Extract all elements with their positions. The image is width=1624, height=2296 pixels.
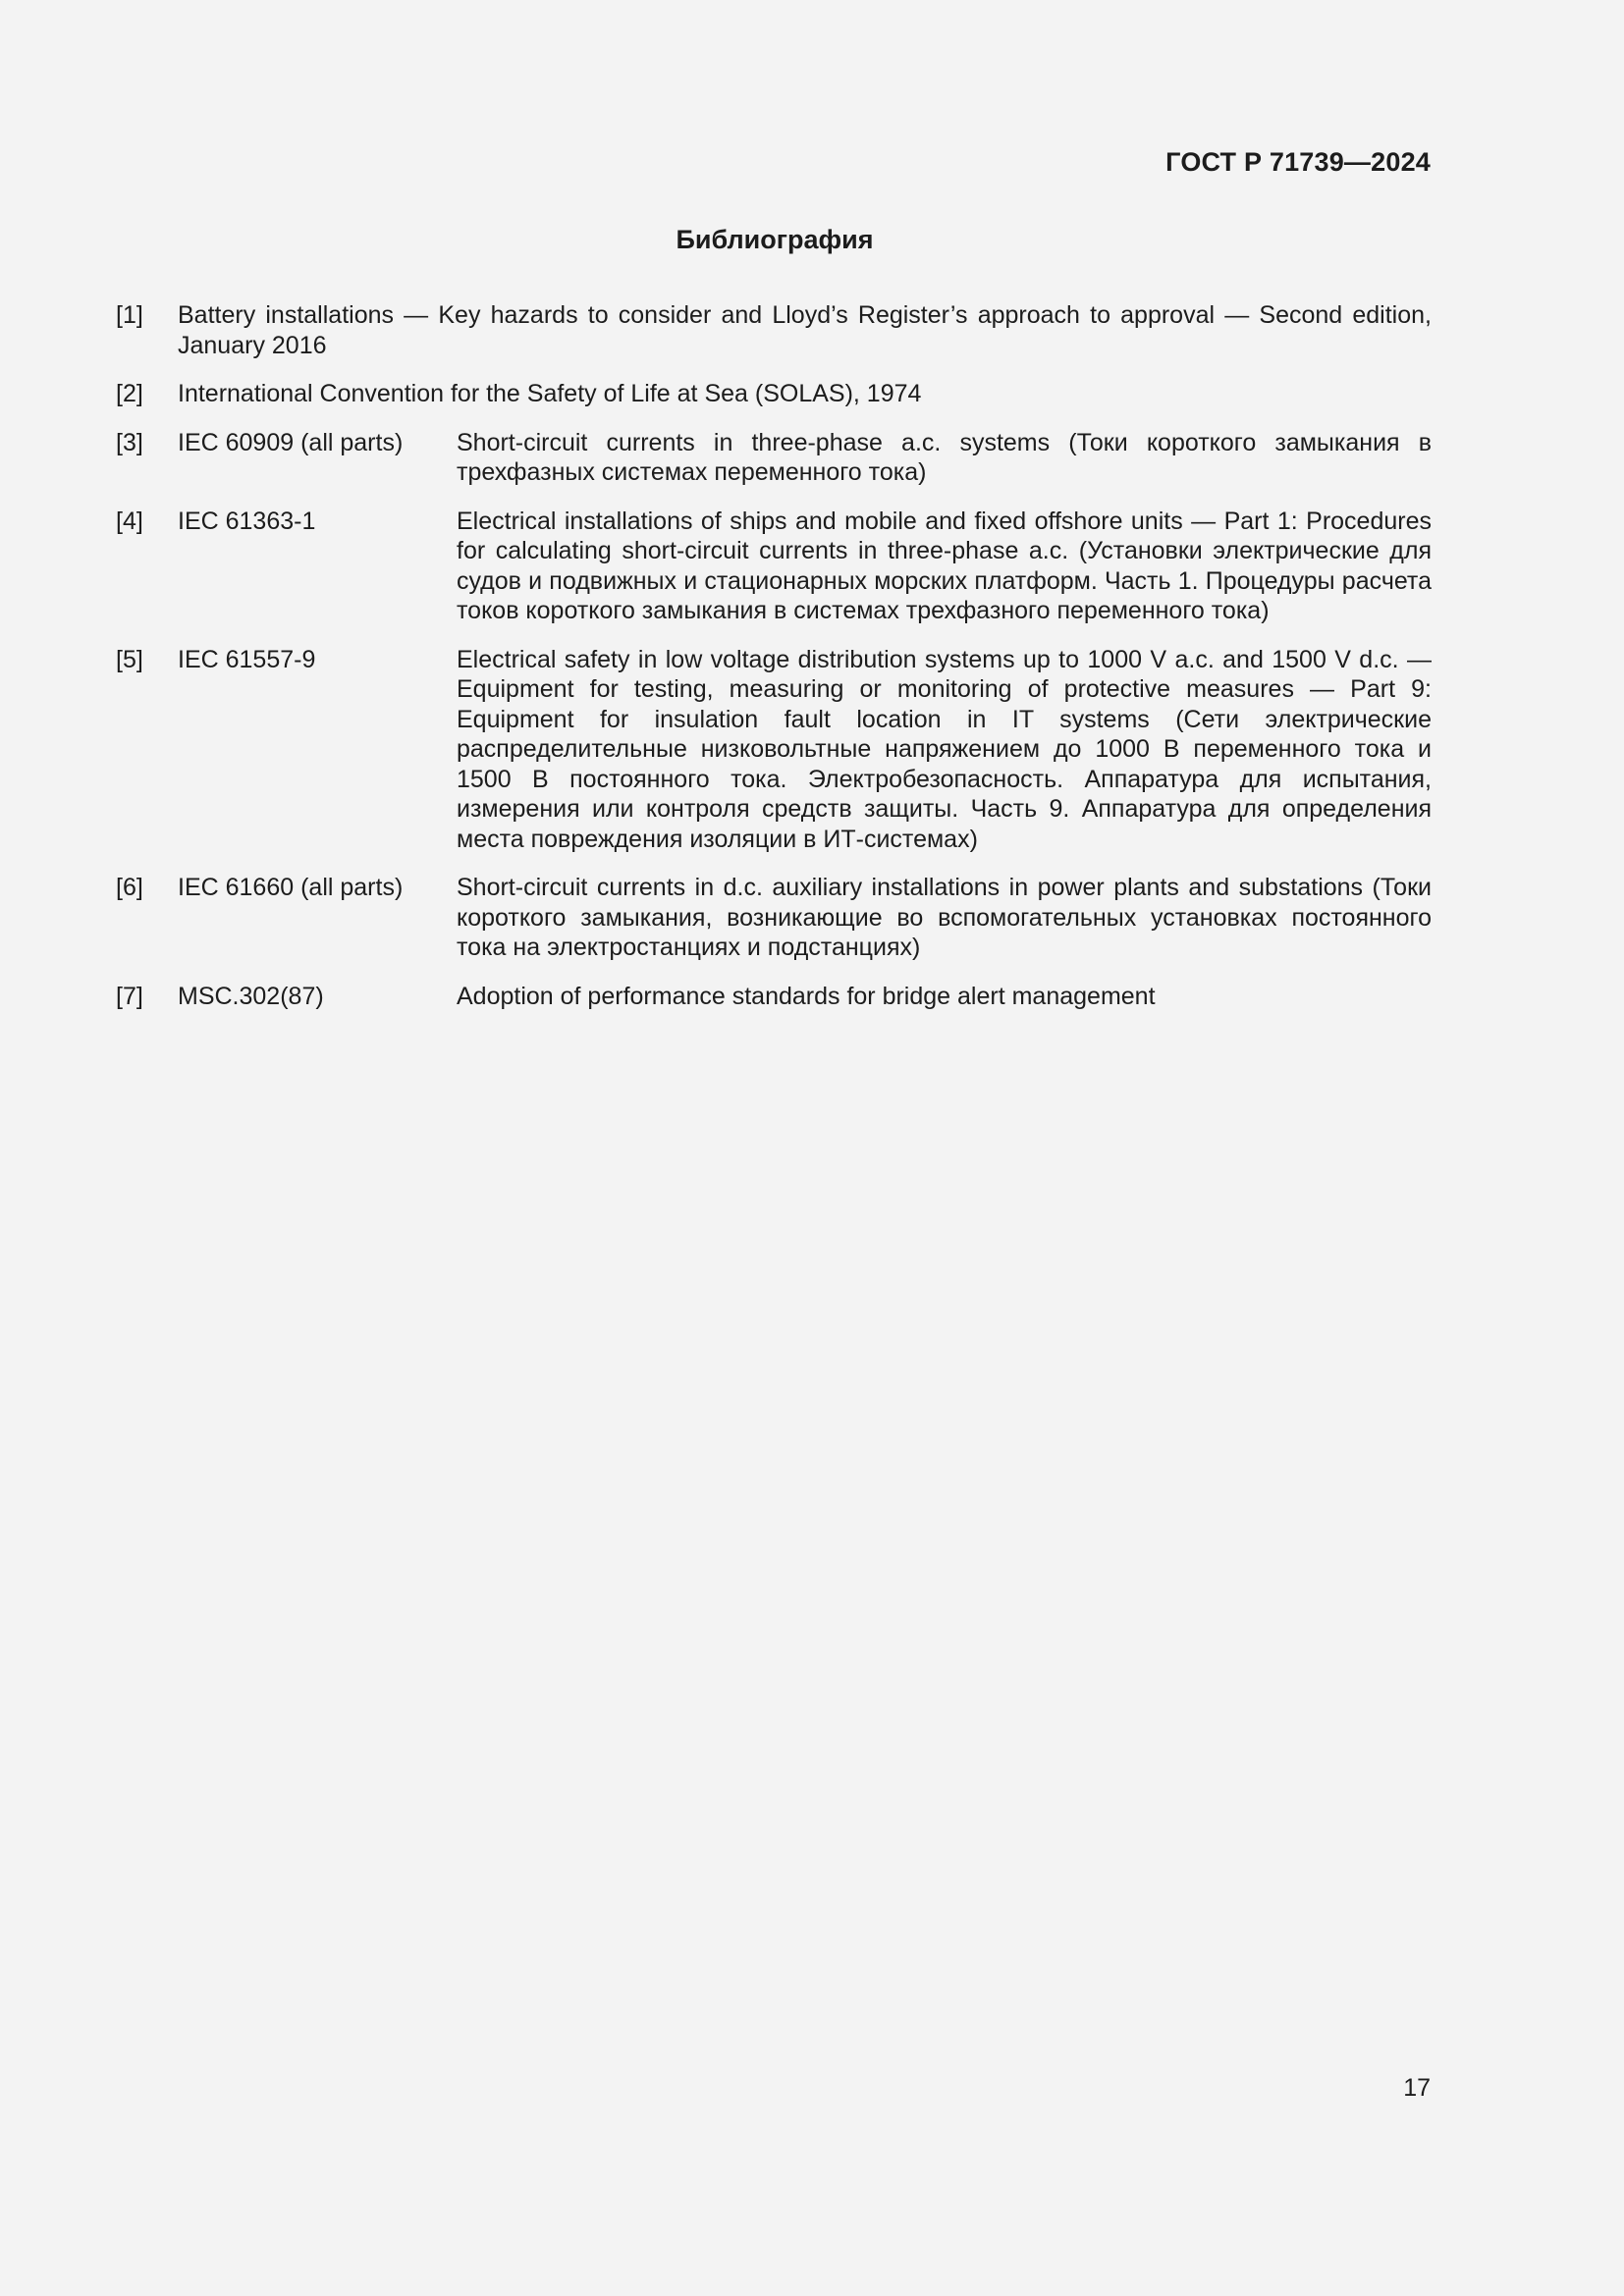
entry-standard-code: IEC 61557-9 [178, 645, 316, 673]
entry-number: [7] [116, 982, 143, 1010]
entry-number: [5] [116, 645, 143, 673]
entry-number: [6] [116, 874, 143, 901]
entry-number: [4] [116, 507, 143, 535]
entry-title: Adoption of performance standards for bridge alert management [457, 982, 1156, 1010]
entry-standard-code: IEC 61660 (all parts) [178, 874, 404, 901]
bibliography-entry [116, 428, 1432, 488]
document-code: ГОСТ Р 71739—2024 [1165, 147, 1431, 177]
entry-title: International Convention for the Safety of Life at Sea (SOLAS), 1974 [178, 380, 922, 407]
bibliography-entry [116, 300, 1432, 360]
bibliography-entry [116, 645, 1432, 855]
entry-title: Electrical safety in low voltage distribution systems up to 1000 V a.c. and 1500 V d.c. — Equipment for testing, measuring or monitoring of protective measures — Part 9: Equipment for insulation fault location in IT systems (Сети электрические распределительные низковольтные напряжением до 1000 В переменного тока и 1500 В постоянного тока. Электробезопасность. Аппаратура для испытания, измерения или контроля средств защиты. Часть 9. Аппаратура для определения места повреждения изоляции в ИТ-системах) [457, 645, 1432, 853]
bibliography-entry [116, 379, 1432, 409]
bibliography-entry [116, 507, 1432, 626]
entry-standard-code: MSC.302(87) [178, 982, 324, 1010]
entry-standard-code: IEC 60909 (all parts) [178, 428, 404, 456]
entry-title: Battery installations — Key hazards to consider and Lloyd’s Register’s approach to approval — Second edition, January 2016 [178, 301, 1432, 359]
section-title: Библиография [676, 225, 874, 254]
bibliography-list [116, 300, 1432, 1030]
entry-title: Short-circuit currents in three-phase a.c. systems (Токи короткого замыкания в трехфазных системах переменного тока) [457, 428, 1432, 486]
page-number: 17 [1403, 2074, 1431, 2102]
entry-title: Short-circuit currents in d.c. auxiliary installations in power plants and substations (Токи короткого замыкания, возникающие во вспомогательных установках постоянного тока на электростанциях и подстанциях) [457, 874, 1432, 961]
bibliography-entry [116, 982, 1432, 1012]
entry-number: [3] [116, 428, 143, 456]
entry-title: Electrical installations of ships and mobile and fixed offshore units — Part 1: Procedures for calculating short-circuit currents in three-phase a.c. (Установки электрические для судов и подвижных и стационарных морских платформ. Часть 1. Процедуры расчета токов короткого замыкания в системах трехфазного переменного тока) [457, 507, 1432, 624]
entry-number: [1] [116, 301, 143, 329]
entry-standard-code: IEC 61363-1 [178, 507, 316, 535]
entry-number: [2] [116, 380, 143, 407]
bibliography-entry [116, 873, 1432, 963]
